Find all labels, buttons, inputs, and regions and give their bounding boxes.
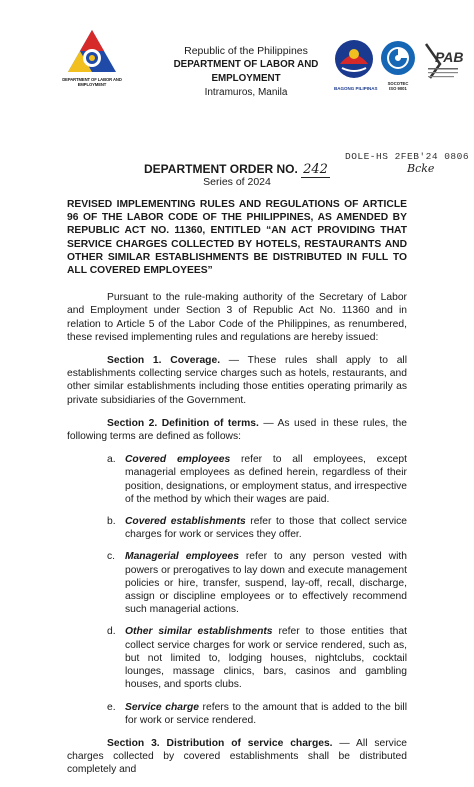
department-order-title: [0, 162, 474, 177]
socotec-icon: [380, 40, 416, 76]
order-subject-title: REVISED IMPLEMENTING RULES AND REGULATIONS OF ARTICLE 96 OF THE LABOR CODE OF THE PHILIPPINES, AS AMENDED BY REPUBLIC ACT NO. 11360, ENTITLED “AN ACT PROVIDING THAT SERVICE CHARGES COLLECTED BY HOTELS, RESTAURANTS AND OTHER SIMILAR ESTABLISHMENTS BE DISTRIBUTED IN FULL TO ALL COVERED EMPLOYEES”: [67, 199, 407, 277]
pab-seal: [420, 38, 464, 88]
letterhead: [146, 44, 346, 100]
list-item: [67, 550, 407, 616]
iso-label: ISO 9001: [389, 86, 407, 91]
item-marker: c.: [107, 551, 116, 563]
item-term: Managerial employees: [125, 551, 239, 563]
dole-logo: [58, 28, 126, 96]
item-text: refer to any person vested with powers or prerogatives to lay down and execute management policies or hire, transfer, suspend, lay-off, recall, discharge, assign or discipline employees or to effectively recommend such managerial actions.: [125, 551, 407, 616]
bagong-pilipinas-label: BAGONG PILIPINAS: [334, 86, 378, 91]
handwritten-initial: Bcke: [407, 162, 435, 175]
republic-line: Republic of the Philippines: [184, 45, 308, 57]
item-term: Covered establishments: [125, 516, 246, 528]
list-item: [67, 625, 407, 691]
bagong-pilipinas-icon: [334, 38, 374, 80]
item-marker: d.: [107, 626, 116, 638]
pab-icon: [420, 38, 464, 88]
definitions-list: [67, 453, 407, 727]
item-term: Service charge: [125, 701, 199, 713]
list-item: [67, 453, 407, 506]
list-item: [67, 701, 407, 727]
preamble: Pursuant to the rule-making authority of the Secretary of Labor and Employment under Section 3 of Republic Act No. 11360 and in relation to Article 5 of the Labor Code of the Philippines, as renumbered, these revised implementing rules and regulations are hereby issued:: [67, 292, 407, 343]
section-2: [67, 417, 407, 443]
location-line: Intramuros, Manila: [204, 87, 288, 98]
dole-logo-icon: [66, 28, 118, 76]
order-number: 242: [303, 162, 328, 177]
order-prefix: DEPARTMENT ORDER NO.: [144, 162, 298, 176]
document-body: [67, 198, 407, 787]
item-text: refer to those entities that collect service charges for work or service rendered, such as, but not limited to, lodging houses, nightclubs, cocktail lounges, massage clinics, bars, casinos and gambling houses, and sports clubs.: [125, 626, 407, 691]
received-stamp: DOLE-HS 2FEB'24 0806: [345, 151, 470, 162]
pab-label: PAB: [435, 49, 464, 65]
department-line: DEPARTMENT OF LABOR AND EMPLOYMENT: [173, 59, 319, 84]
bagong-pilipinas-seal: [334, 38, 378, 94]
item-text: refers to the amount that is added to the bill for work or service rendered.: [125, 701, 407, 726]
item-marker: a.: [107, 454, 116, 466]
order-series: Series of 2024: [203, 176, 271, 188]
item-marker: e.: [107, 701, 116, 713]
item-text: refer to those that collect service charges for work or services they offer.: [125, 516, 408, 541]
dole-logo-caption: DEPARTMENT OF LABOR AND EMPLOYMENT: [62, 77, 122, 87]
section-2-heading: Section 2. Definition of terms.: [107, 417, 259, 429]
socotec-label: SOCOTEC: [387, 81, 409, 86]
section-1-text: — These rules shall apply to all establishments collecting service charges such as hotels, restaurants, and other similar establishments including those entities operating primarily as private subsidiaries of the Government.: [67, 355, 407, 406]
section-1-heading: Section 1. Coverage.: [107, 355, 221, 367]
section-3: [67, 737, 407, 777]
item-text: refer to all employees, except managerial employees as defined herein, regardless of their position, designations, or employment status, and irrespective of the method by which their wages are paid.: [125, 454, 407, 505]
item-marker: b.: [107, 516, 116, 528]
item-term: Other similar establishments: [125, 626, 273, 638]
section-1: [67, 354, 407, 407]
item-term: Covered employees: [125, 454, 231, 466]
certification-logos: [334, 34, 462, 102]
list-item: [67, 515, 407, 541]
section-2-text: — As used in these rules, the following terms are defined as follows:: [67, 417, 407, 443]
socotec-seal: [380, 40, 416, 94]
section-3-text: — All service charges collected by covered establishments shall be distributed completely and: [67, 737, 407, 776]
section-3-heading: Section 3. Distribution of service charges.: [107, 737, 333, 749]
